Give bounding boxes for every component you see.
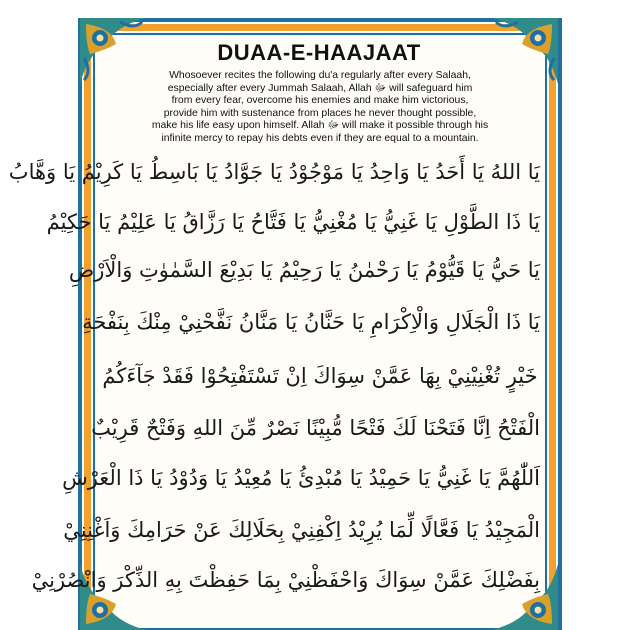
intro-line: infinite mercy to repay his debts even if they are equal to a mountain.	[161, 132, 479, 144]
arabic-dua-line: يَا اللهُ يَا أَحَدُ يَا وَاحِدُ يَا مَوْجُوْدُ يَا جَوَّادُ يَا بَاسِطُ يَا كَرِيْمُ يَا وَهَّابُ	[8, 160, 540, 184]
intro-line: especially after every Jummah Salaah, Allah ﷻ will safeguard him	[167, 82, 473, 94]
intro-line: provide him with sustenance from places he never thought possible,	[163, 107, 477, 119]
arabic-dua-line: خَيْرٍ تُغْنِيْنِيْ بِهَا عَمَّنْ سِوَاكَ اِنْ تَسْتَفْتِحُوْا فَقَدْ جَآءَكُمُ	[102, 364, 538, 388]
intro-line: Whosoever recites the following du'a regularly after every Salaah,	[169, 70, 471, 81]
arabic-dua-line: بِفَضْلِكَ عَمَّنْ سِوَاكَ وَاحْفَظْنِيْ بِمَا حَفِظْتَ بِهِ الذِّكْرَ وَانْصُرْنِيْ	[31, 568, 540, 592]
arabic-dua-line: يَا ذَا الْجَلَالِ وَالْاِكْرَامِ يَا حَنَّانُ يَا مَنَّانُ نَفَّحْنِيْ مِنْكَ بِنَفْحَةِ	[82, 310, 540, 334]
page-title: DUAA-E-HAAJAAT	[217, 40, 421, 65]
arabic-dua-line: الْمَجِيْدُ يَا فَعَّالًا لِّمَا يُرِيْدُ اِكْفِنِيْ بِحَلَالِكَ عَنْ حَرَامِكَ وَاَغْنِنِيْ	[63, 518, 540, 542]
arabic-dua-line: يَا حَيُّ يَا قَيُّوْمُ يَا رَحْمٰنُ يَا رَحِيْمُ يَا بَدِيْعَ السَّمٰوٰتِ وَالْاَرْضِ	[68, 258, 540, 282]
arabic-dua-line: الْفَتْحُ اِنَّا فَتَحْنَا لَكَ فَتْحًا مُّبِيْنًا نَصْرٌ مِّنَ اللهِ وَفَتْحٌ قَرِيْبٌ	[91, 416, 540, 440]
arabic-dua-line: يَا ذَا الطَّوْلِ يَا غَنِيُّ يَا مُغْنِيُّ يَا فَتَّاحُ يَا رَزَّاقُ يَا عَلِيْمُ يَا حَكِيْمُ	[46, 210, 540, 234]
intro-line: from every fear, overcome his enemies and make him victorious,	[171, 95, 469, 107]
arabic-dua-line: اَللّٰهُمَّ يَا غَنِيُّ يَا حَمِيْدُ يَا مُبْدِئُ يَا مُعِيْدُ يَا وَدُوْدُ يَا ذَا الْعَرْشِ	[62, 466, 540, 490]
intro-paragraph	[130, 70, 510, 146]
intro-line: make his life easy upon himself. Allah ﷻ will make it possible through his	[151, 120, 489, 132]
